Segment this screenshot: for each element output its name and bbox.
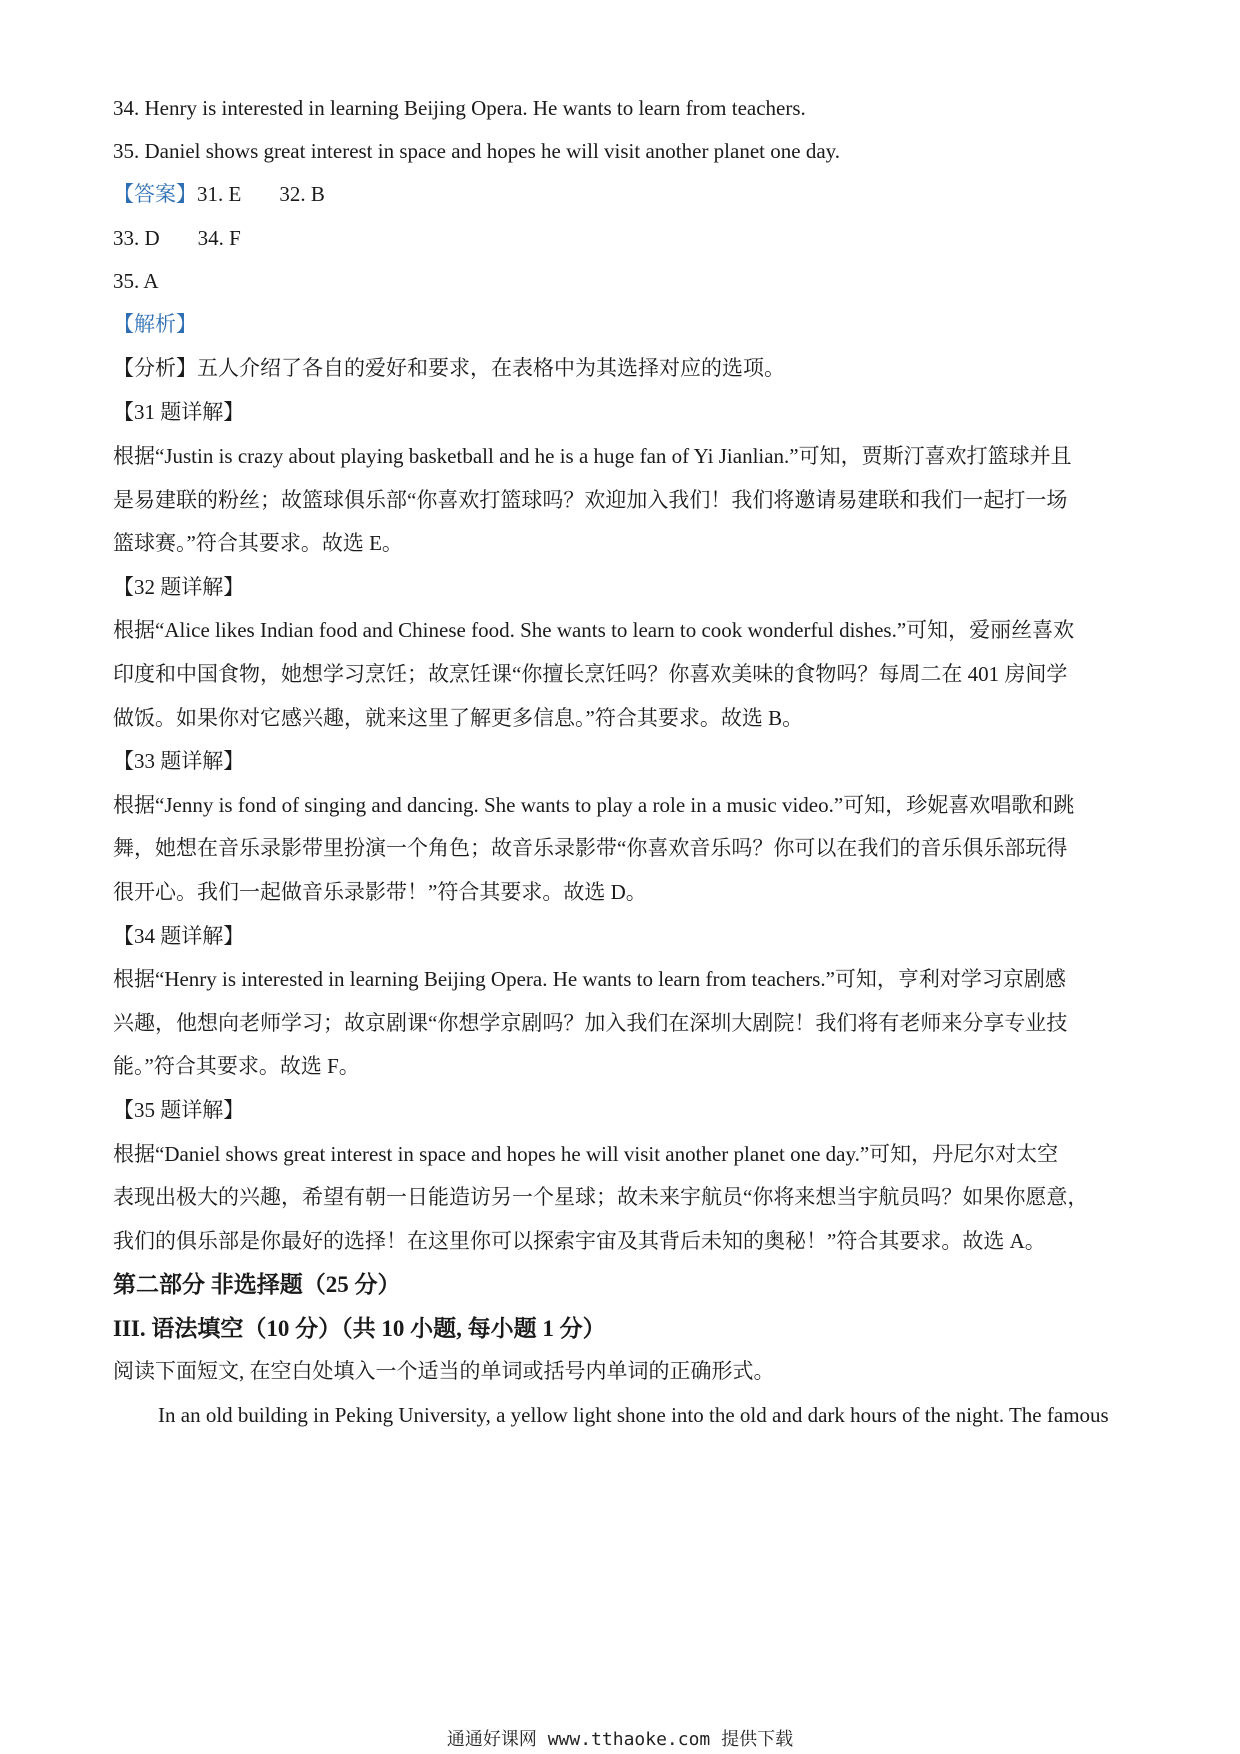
answer-tag: 【答案】: [113, 182, 197, 206]
detail-32-line-1: 根据“Alice likes Indian food and Chinese food. She wants to learn to cook wonderful dishes.”可知，爱丽丝喜欢: [113, 618, 1075, 642]
detail-35-line-3: 我们的俱乐部是你最好的选择！在这里你可以探索宇宙及其背后未知的奥秘！”符合其要求。故选 A。: [113, 1229, 1046, 1253]
detail-33-line-3: 很开心。我们一起做音乐录影带！”符合其要求。故选 D。: [113, 880, 647, 904]
detail-35-heading: 【35 题详解】: [113, 1098, 245, 1122]
answer-row-3: 35. A: [113, 269, 159, 293]
section-3-heading: III. 语法填空（10 分）（共 10 小题, 每小题 1 分）: [113, 1316, 606, 1341]
detail-33-heading: 【33 题详解】: [113, 749, 245, 773]
question-34: 34. Henry is interested in learning Beijing Opera. He wants to learn from teachers.: [113, 96, 806, 120]
part-2-heading: 第二部分 非选择题（25 分）: [113, 1272, 401, 1297]
answer-34: 34. F: [197, 226, 241, 250]
answer-32: 32. B: [279, 182, 325, 206]
answer-row-1: [113, 184, 325, 205]
detail-35-line-2: 表现出极大的兴趣，希望有朝一日能造访另一个星球；故未来宇航员“你将来想当宇航员吗？如果你愿意，: [113, 1185, 1089, 1209]
detail-31-line-1: 根据“Justin is crazy about playing basketball and he is a huge fan of Yi Jianlian.”可知，贾斯汀喜欢打篮球并且: [113, 444, 1072, 468]
instruction-line: 阅读下面短文, 在空白处填入一个适当的单词或括号内单词的正确形式。: [113, 1359, 775, 1383]
answer-31: 31. E: [197, 182, 242, 206]
detail-32-line-3: 做饭。如果你对它感兴趣，就来这里了解更多信息。”符合其要求。故选 B。: [113, 706, 804, 730]
detail-34-line-2: 兴趣，他想向老师学习；故京剧课“你想学京剧吗？加入我们在深圳大剧院！我们将有老师来分享专业技: [113, 1011, 1068, 1035]
detail-31-heading: 【31 题详解】: [113, 400, 245, 424]
passage-first-line: In an old building in Peking University, a yellow light shone into the old and dark hours of the night. The famous: [158, 1403, 1109, 1427]
detail-33-line-2: 舞，她想在音乐录影带里扮演一个角色；故音乐录影带“你喜欢音乐吗？你可以在我们的音乐俱乐部玩得: [113, 836, 1068, 860]
detail-33-line-1: 根据“Jenny is fond of singing and dancing. She wants to play a role in a music video.”可知，珍妮喜欢唱歌和跳: [113, 793, 1075, 817]
jiexi-tag: 【解析】: [113, 312, 197, 336]
question-35: 35. Daniel shows great interest in space and hopes he will visit another planet one day.: [113, 139, 841, 163]
answer-33: 33. D: [113, 226, 160, 250]
analysis-line: 【分析】五人介绍了各自的爱好和要求，在表格中为其选择对应的选项。: [113, 356, 785, 380]
detail-34-heading: 【34 题详解】: [113, 924, 245, 948]
detail-32-heading: 【32 题详解】: [113, 575, 245, 599]
footer-credit: 通通好课网 www.tthaoke.com 提供下载: [446, 1729, 794, 1750]
answer-row-2: [113, 228, 241, 249]
detail-31-line-2: 是易建联的粉丝；故篮球俱乐部“你喜欢打篮球吗？欢迎加入我们！我们将邀请易建联和我们一起打一场: [113, 488, 1068, 512]
detail-31-line-3: 篮球赛。”符合其要求。故选 E。: [113, 531, 403, 555]
detail-35-line-1: 根据“Daniel shows great interest in space and hopes he will visit another planet one day.”可知，丹尼尔对太空: [113, 1142, 1059, 1166]
detail-34-line-1: 根据“Henry is interested in learning Beijing Opera. He wants to learn from teachers.”可知，亨利对学习京剧感: [113, 967, 1066, 991]
detail-34-line-3: 能。”符合其要求。故选 F。: [113, 1054, 360, 1078]
detail-32-line-2: 印度和中国食物，她想学习烹饪；故烹饪课“你擅长烹饪吗？你喜欢美味的食物吗？每周二在 401 房间学: [113, 662, 1068, 686]
